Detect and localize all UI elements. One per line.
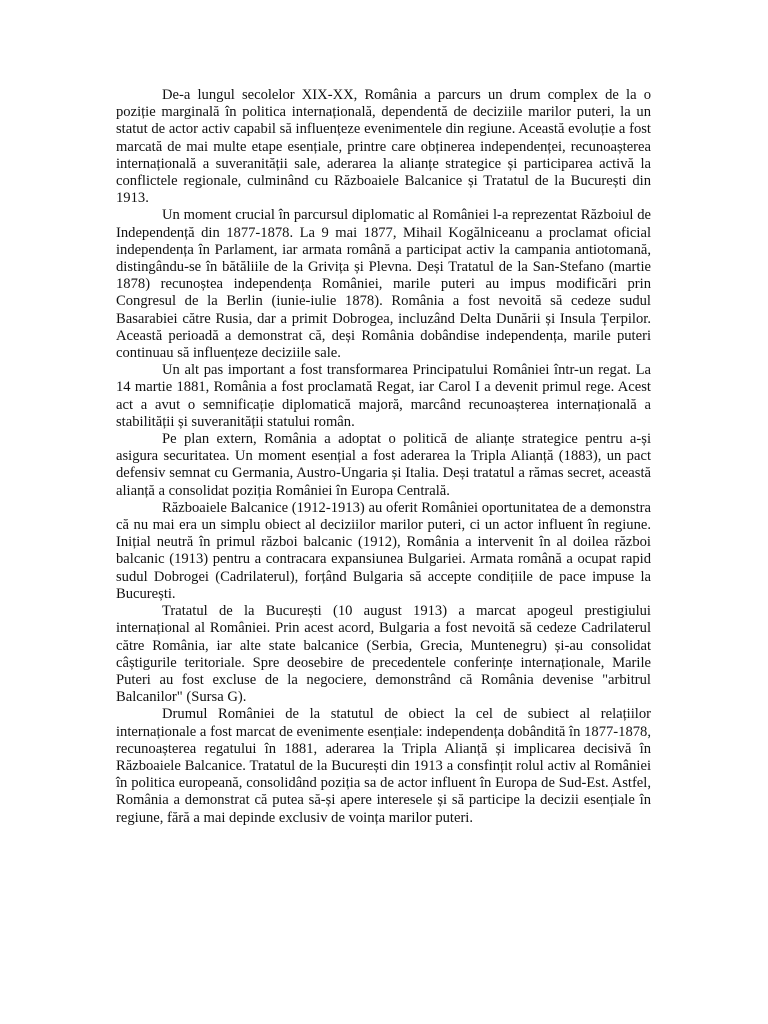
paragraph-alliances: Pe plan extern, România a adoptat o politică de alianțe strategice pentru a-și asigura securitatea. Un moment esențial a fost aderarea la Tripla Alianță (1883), un pact defensiv semnat cu Germania, Austro-Ungaria și Italia. Deși tratatul a rămas secret, această alianță a consolidat poziția României în Europa Centrală. — [116, 431, 651, 499]
paragraph-intro: De-a lungul secolelor XIX-XX, România a parcurs un drum complex de la o poziție marginală în politica internațională, dependentă de deciziile marilor puteri, la un statut de actor activ capabil să influențeze evenimentele din regiune. Această evoluție a fost marcată de mai multe etape esențiale, printre care obținerea independenței, recunoașterea internațională a suveranității sale, aderarea la alianțe strategice și participarea activă la conflictele regionale, culminând cu Războaiele Balcanice și Tratatul de la București din 1913. — [116, 87, 651, 207]
paragraph-balkan-wars: Războaiele Balcanice (1912-1913) au oferit României oportunitatea de a demonstra că nu mai era un simplu obiect al deciziilor marilor puteri, ci un actor influent în regiune. Inițial neutră în primul război balcanic (1912), România a intervenit în al doilea război balcanic (1913) pentru a contracara expansiunea Bulgariei. Armata română a ocupat rapid sudul Dobrogei (Cadrilaterul), forțând Bulgaria să accepte condițiile de pace impuse la București. — [116, 499, 651, 602]
paragraph-conclusion: Drumul României de la statutul de obiect la cel de subiect al relațiilor internaționale a fost marcat de evenimente esențiale: independența dobândită în 1877-1878, recunoașterea regatului în 1881, aderarea la Tripla Alianță și implicarea decisivă în Războaiele Balcanice. Tratatul de la București din 1913 a consfințit rolul activ al României în politica europeană, consolidând poziția sa de actor influent în Europa de Sud-Est. Astfel, România a demonstrat că putea să-și apere interesele și să participe la decizii esențiale în regiune, fără a mai depinde exclusiv de voința marilor puteri. — [116, 706, 651, 826]
paragraph-bucharest-treaty: Tratatul de la București (10 august 1913) a marcat apogeul prestigiului internațional al României. Prin acest acord, Bulgaria a fost nevoită să cedeze Cadrilaterul către România, iar alte state balcanice (Serbia, Grecia, Muntenegru) și-au consolidat câștigurile teritoriale. Spre deosebire de precedentele conferințe internaționale, Marile Puteri au fost excluse de la negociere, demonstrând că România devenise "arbitrul Balcanilor" (Sursa G). — [116, 603, 651, 706]
paragraph-kingdom: Un alt pas important a fost transformarea Principatului României într-un regat. La 14 martie 1881, România a fost proclamată Regat, iar Carol I a devenit primul rege. Acest act a avut o semnificație diplomatică majoră, marcând recunoașterea internațională a stabilității și suveranității statului român. — [116, 362, 651, 430]
paragraph-independence-war: Un moment crucial în parcursul diplomatic al României l-a reprezentat Războiul de Independență din 1877-1878. La 9 mai 1877, Mihail Kogălniceanu a proclamat oficial independența în Parlament, iar armata română a participat activ la campania antiotomană, distingându-se în bătăliile de la Grivița și Plevna. Deși Tratatul de la San-Stefano (martie 1878) recunoștea independența României, marile puteri au impus modificări prin Congresul de la Berlin (iunie-iulie 1878). România a fost nevoită să cedeze sudul Basarabiei către Rusia, dar a primit Dobrogea, incluzând Delta Dunării și Insula Țerpilor. Această perioadă a demonstrat că, deși România dobândise independența, marile puteri continuau să influențeze deciziile sale. — [116, 207, 651, 362]
document-body — [116, 87, 651, 827]
